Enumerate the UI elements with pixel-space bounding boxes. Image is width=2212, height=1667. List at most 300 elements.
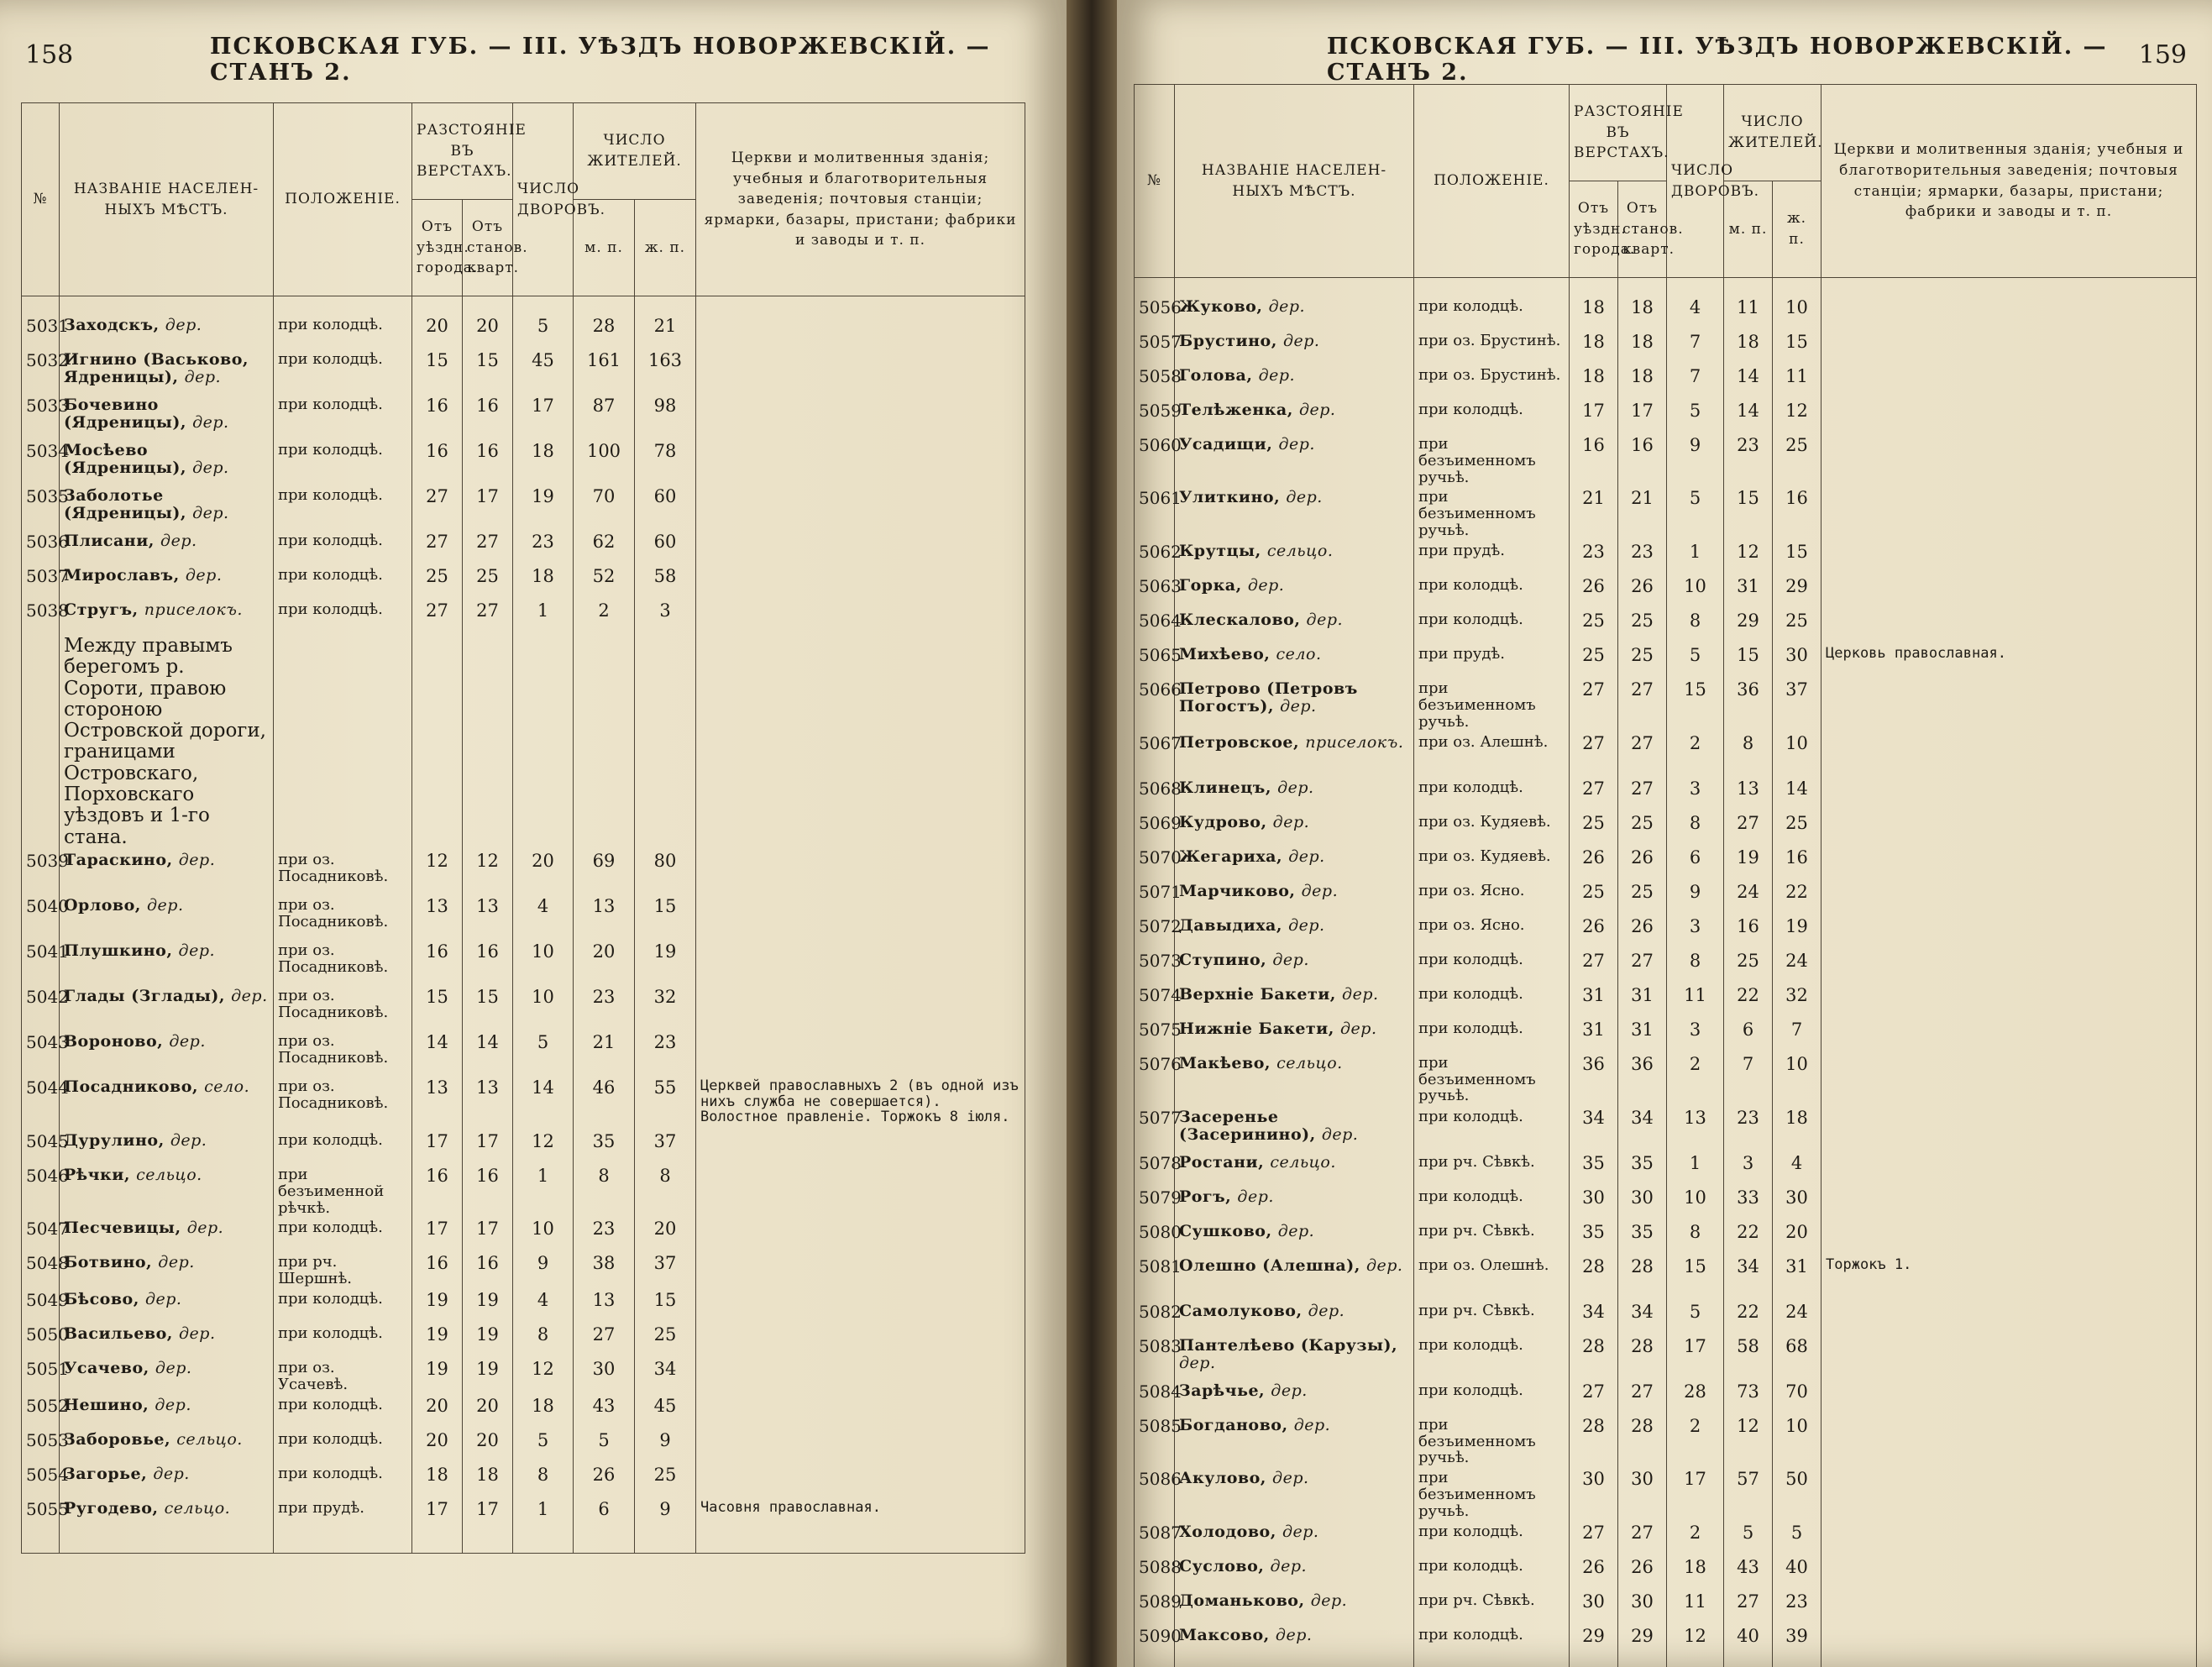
settlement-kind: дер.: [144, 1289, 182, 1308]
table-row: [1135, 1221, 2197, 1255]
page-number: 159: [2138, 40, 2187, 70]
table-row: [1135, 950, 2197, 984]
yards-count: 2: [1667, 1522, 1724, 1556]
position: при безъименной рѣчкѣ.: [274, 1165, 412, 1218]
male-count: 23: [574, 1218, 635, 1252]
settlement-name-text: Посадниково,: [64, 1077, 205, 1096]
distance-from-camp: 27: [1618, 1381, 1667, 1415]
female-count: 15: [1773, 331, 1821, 365]
yards-count: 19: [513, 485, 574, 531]
distance-from-town: 15: [412, 986, 463, 1031]
distance-from-camp: 30: [1618, 1468, 1667, 1522]
male-count: 14: [1724, 365, 1773, 400]
male-count: 12: [1724, 541, 1773, 575]
position: при колодцѣ.: [274, 600, 412, 634]
settlement-kind: дер.: [1293, 1415, 1331, 1434]
settlement-kind: сельцо.: [1266, 542, 1334, 561]
running-head: ПСКОВСКАЯ ГУБ. — III. УѢЗДЪ НОВОРЖЕВСКІЙ. — СТАНЪ 2.: [210, 34, 991, 86]
female-count: 45: [635, 1395, 696, 1429]
settlement-name: [1175, 1152, 1414, 1187]
row-number: 5051: [22, 1358, 60, 1395]
col-header-notes: Церкви и молитвенныя зданія; учебныя и благотворительныя заведенія; почтовыя станціи; ярмарки, базары, пристани; фабрики и заводы и т. п.: [696, 103, 1025, 296]
settlement-name: [60, 1289, 274, 1324]
row-number: 5085: [1135, 1415, 1175, 1468]
male-count: 2: [574, 600, 635, 634]
distance-from-camp: 27: [463, 600, 513, 634]
female-count: 23: [635, 1031, 696, 1077]
distance-from-camp: 26: [1618, 575, 1667, 610]
settlement-kind: дер.: [231, 986, 268, 1005]
settlement-name-text: Песчевицы,: [64, 1219, 187, 1238]
distance-from-town: 30: [1570, 1468, 1618, 1522]
notes: [696, 1289, 1025, 1324]
male-count: 6: [1724, 1019, 1773, 1053]
male-count: 52: [574, 565, 635, 600]
yards-count: 11: [1667, 984, 1724, 1019]
settlement-name: [1175, 812, 1414, 847]
female-count: 25: [635, 1464, 696, 1498]
distance-from-camp: 27: [1618, 679, 1667, 731]
table-row: [1135, 1019, 2197, 1053]
settlement-kind: сельцо.: [1276, 1053, 1343, 1072]
settlement-kind: дер.: [1277, 778, 1314, 797]
position: при колодцѣ.: [274, 440, 412, 485]
table-row: [22, 941, 1025, 986]
notes: [1821, 732, 2197, 778]
position: при оз. Олешнѣ.: [1414, 1255, 1570, 1301]
col-header-female: ж. п.: [1773, 181, 1821, 278]
yards-count: 17: [513, 395, 574, 440]
table-body: [22, 296, 1025, 635]
settlement-name: [1175, 434, 1414, 487]
notes: [1821, 950, 2197, 984]
distance-from-town: 21: [1570, 487, 1618, 541]
yards-count: 10: [1667, 1187, 1724, 1221]
male-count: 36: [1724, 679, 1773, 731]
position: при оз. Посадниковѣ.: [274, 1031, 412, 1077]
row-number: 5039: [22, 850, 60, 895]
distance-from-town: 12: [412, 850, 463, 895]
notes: [696, 850, 1025, 895]
settlement-name-text: Стругъ,: [64, 600, 144, 619]
female-count: 10: [1773, 1415, 1821, 1468]
settlement-kind: дер.: [1237, 1187, 1274, 1206]
row-number: 5036: [22, 531, 60, 565]
female-count: 3: [635, 600, 696, 634]
male-count: 27: [1724, 1591, 1773, 1625]
position: при колодцѣ.: [274, 1395, 412, 1429]
notes: [696, 895, 1025, 941]
distance-from-camp: 25: [463, 565, 513, 600]
female-count: 9: [635, 1498, 696, 1533]
settlement-name-text: Доманьково,: [1179, 1591, 1311, 1611]
table-row: [22, 565, 1025, 600]
male-count: 22: [1724, 1221, 1773, 1255]
position: при безъименномъ ручьѣ.: [1414, 1053, 1570, 1107]
table-body: [1135, 278, 2197, 1660]
female-count: 5: [1773, 1522, 1821, 1556]
settlement-name: [60, 565, 274, 600]
position: при колодцѣ.: [1414, 1522, 1570, 1556]
table-body: [22, 850, 1025, 1533]
row-number: 5060: [1135, 434, 1175, 487]
table-row: [1135, 812, 2197, 847]
distance-from-camp: 20: [463, 315, 513, 349]
notes: [1821, 1468, 2197, 1522]
female-count: 15: [1773, 541, 1821, 575]
female-count: 68: [1773, 1335, 1821, 1381]
settlement-name: [1175, 778, 1414, 812]
row-number: 5059: [1135, 400, 1175, 434]
settlement-name: [60, 1358, 274, 1395]
yards-count: 17: [1667, 1335, 1724, 1381]
notes: [1821, 915, 2197, 950]
yards-count: 9: [513, 1252, 574, 1289]
table-row: [1135, 1255, 2197, 1301]
notes: [696, 565, 1025, 600]
distance-from-camp: 28: [1618, 1255, 1667, 1301]
settlement-kind: дер.: [158, 1253, 195, 1272]
female-count: 10: [1773, 296, 1821, 331]
distance-from-town: 28: [1570, 1415, 1618, 1468]
distance-from-town: 27: [1570, 732, 1618, 778]
col-header-distance: РАЗСТОЯНІЕ ВЪ ВЕРСТАХЪ.: [412, 103, 513, 200]
notes: [1821, 1415, 2197, 1468]
distance-from-camp: 13: [463, 1077, 513, 1130]
yards-count: 1: [1667, 1152, 1724, 1187]
settlement-name-text: Кудрово,: [1179, 812, 1273, 831]
distance-from-town: 18: [1570, 296, 1618, 331]
table-row: [22, 1031, 1025, 1077]
position: при колодцѣ.: [1414, 984, 1570, 1019]
female-count: 29: [1773, 575, 1821, 610]
col-header-from-town: Отъ уѣздн. города.: [1570, 181, 1618, 278]
settlement-name: [60, 941, 274, 986]
notes: [1821, 881, 2197, 915]
distance-from-camp: 17: [1618, 400, 1667, 434]
settlement-name: [1175, 881, 1414, 915]
yards-count: 17: [1667, 1468, 1724, 1522]
notes: [1821, 1152, 2197, 1187]
table-row: [22, 1289, 1025, 1324]
settlement-name: [1175, 1381, 1414, 1415]
distance-from-town: 36: [1570, 1053, 1618, 1107]
settlement-name: [1175, 984, 1414, 1019]
col-header-no: №: [1135, 85, 1175, 278]
distance-from-town: 34: [1570, 1107, 1618, 1152]
male-count: 38: [574, 1252, 635, 1289]
settlement-kind: дер.: [1272, 812, 1310, 831]
male-count: 27: [1724, 812, 1773, 847]
distance-from-camp: 16: [1618, 434, 1667, 487]
female-count: 30: [1773, 1187, 1821, 1221]
position: при рч. Шершнѣ.: [274, 1252, 412, 1289]
settlement-name-text: Бочевино (Ядреницы),: [64, 396, 193, 432]
notes: Церковь православная.: [1821, 644, 2197, 679]
distance-from-town: 27: [412, 600, 463, 634]
female-count: 15: [635, 1289, 696, 1324]
table-row: [1135, 847, 2197, 881]
yards-count: 3: [1667, 915, 1724, 950]
settlement-kind: дер.: [1301, 881, 1339, 900]
col-header-no: №: [22, 103, 60, 296]
yards-count: 5: [1667, 400, 1724, 434]
col-header-yards: ЧИСЛО ДВОРОВЪ.: [513, 103, 574, 296]
row-number: 5079: [1135, 1187, 1175, 1221]
male-count: 43: [1724, 1556, 1773, 1591]
distance-from-camp: 18: [1618, 296, 1667, 331]
distance-from-camp: 35: [1618, 1221, 1667, 1255]
position: при прудѣ.: [274, 1498, 412, 1533]
table-row: [1135, 575, 2197, 610]
distance-from-town: 27: [412, 485, 463, 531]
table-row: [1135, 1522, 2197, 1556]
position: при оз. Алешнѣ.: [1414, 732, 1570, 778]
distance-from-camp: 20: [463, 1429, 513, 1464]
settlement-kind: дер.: [185, 566, 223, 584]
position: при колодцѣ.: [274, 531, 412, 565]
yards-count: 5: [513, 1429, 574, 1464]
notes: [696, 440, 1025, 485]
distance-from-town: 15: [412, 349, 463, 395]
settlement-name: [60, 440, 274, 485]
book-gutter: [1067, 0, 1117, 1667]
settlement-kind: дер.: [1342, 984, 1379, 1004]
settlement-name-text: Засеренье (Засеринино),: [1179, 1107, 1322, 1144]
settlement-name: [1175, 1187, 1414, 1221]
settlement-name-text: Дурулино,: [64, 1130, 170, 1150]
settlement-name: [1175, 1625, 1414, 1659]
distance-from-camp: 35: [1618, 1152, 1667, 1187]
distance-from-town: 16: [412, 941, 463, 986]
yards-count: 1: [1667, 541, 1724, 575]
settlement-kind: дер.: [178, 850, 216, 869]
table-row: [1135, 1187, 2197, 1221]
position: при безъименномъ ручьѣ.: [1414, 1468, 1570, 1522]
notes: [696, 600, 1025, 634]
distance-from-town: 18: [1570, 331, 1618, 365]
distance-from-town: 16: [412, 395, 463, 440]
table-row: [1135, 1625, 2197, 1659]
distance-from-camp: 27: [1618, 732, 1667, 778]
settlement-kind: дер.: [1271, 1381, 1308, 1400]
distance-from-town: 28: [1570, 1255, 1618, 1301]
notes: [1821, 575, 2197, 610]
settlement-kind: дер.: [192, 503, 229, 522]
settlement-name: [1175, 1221, 1414, 1255]
settlement-kind: дер.: [186, 1219, 224, 1238]
settlement-kind: дер.: [155, 1358, 192, 1377]
settlement-name-text: Зарѣчье,: [1179, 1381, 1271, 1400]
position: при колодцѣ.: [274, 1218, 412, 1252]
left-page: [0, 0, 1067, 1667]
male-count: 5: [574, 1429, 635, 1464]
settlement-name-text: Олешно (Алешна),: [1179, 1255, 1366, 1275]
settlement-kind: дер.: [1306, 611, 1344, 630]
female-count: 37: [635, 1252, 696, 1289]
notes: [696, 1358, 1025, 1395]
notes: [1821, 812, 2197, 847]
settlement-name: [1175, 1053, 1414, 1107]
notes: Торжокъ 1.: [1821, 1255, 2197, 1301]
row-number: 5044: [22, 1077, 60, 1130]
settlement-kind: дер.: [165, 316, 202, 334]
col-header-position: ПОЛОЖЕНІЕ.: [274, 103, 412, 296]
distance-from-camp: 23: [1618, 541, 1667, 575]
distance-from-town: 17: [412, 1498, 463, 1533]
position: при колодцѣ.: [1414, 1107, 1570, 1152]
notes: [1821, 541, 2197, 575]
position: при безъименномъ ручьѣ.: [1414, 679, 1570, 731]
distance-from-town: 16: [412, 1252, 463, 1289]
table-row: [1135, 732, 2197, 778]
table-row: [1135, 1468, 2197, 1522]
settlement-name: [60, 395, 274, 440]
table-row: [1135, 365, 2197, 400]
distance-from-camp: 19: [463, 1289, 513, 1324]
notes: [696, 986, 1025, 1031]
notes: [696, 349, 1025, 395]
distance-from-camp: 34: [1618, 1107, 1667, 1152]
settlement-name-text: Максово,: [1179, 1626, 1276, 1645]
settlement-kind: дер.: [170, 1130, 207, 1150]
settlement-name-text: Плушкино,: [64, 941, 179, 960]
row-number: 5071: [1135, 881, 1175, 915]
settlement-kind: дер.: [178, 941, 216, 960]
male-count: 29: [1724, 610, 1773, 644]
distance-from-town: 18: [1570, 365, 1618, 400]
table-row: [22, 1077, 1025, 1130]
settlement-name-text: Плисани,: [64, 532, 161, 550]
col-header-position: ПОЛОЖЕНІЕ.: [1414, 85, 1570, 278]
distance-from-town: 27: [412, 531, 463, 565]
yards-count: 10: [1667, 575, 1724, 610]
distance-from-camp: 12: [463, 850, 513, 895]
row-number: 5061: [1135, 487, 1175, 541]
settlement-kind: село.: [204, 1077, 250, 1096]
female-count: 30: [1773, 644, 1821, 679]
female-count: 78: [635, 440, 696, 485]
settlement-name-text: Макѣево,: [1179, 1053, 1277, 1072]
row-number: 5062: [1135, 541, 1175, 575]
distance-from-camp: 28: [1618, 1415, 1667, 1468]
settlement-name-text: Сушково,: [1179, 1221, 1278, 1240]
male-count: 6: [574, 1498, 635, 1533]
distance-from-camp: 16: [463, 1252, 513, 1289]
table-row: [22, 1252, 1025, 1289]
settlement-kind: дер.: [1275, 1626, 1313, 1645]
table-row: [22, 1498, 1025, 1533]
row-number: 5078: [1135, 1152, 1175, 1187]
position: при рч. Сѣвкѣ.: [1414, 1301, 1570, 1335]
settlement-name: [1175, 1556, 1414, 1591]
position: при оз. Кудяевѣ.: [1414, 812, 1570, 847]
position: при колодцѣ.: [1414, 575, 1570, 610]
male-count: 161: [574, 349, 635, 395]
settlement-name-text: Михѣево,: [1179, 645, 1276, 664]
settlement-kind: дер.: [192, 458, 229, 477]
male-count: 7: [1724, 1053, 1773, 1107]
row-number: 5083: [1135, 1335, 1175, 1381]
settlement-kind: дер.: [155, 1395, 191, 1414]
settlement-kind: дер.: [1288, 847, 1325, 866]
row-number: 5042: [22, 986, 60, 1031]
distance-from-town: 35: [1570, 1221, 1618, 1255]
settlement-kind: дер.: [147, 895, 184, 915]
distance-from-town: 20: [412, 1395, 463, 1429]
notes: [1821, 434, 2197, 487]
female-count: 20: [635, 1218, 696, 1252]
position: при прудѣ.: [1414, 541, 1570, 575]
distance-from-camp: 25: [1618, 881, 1667, 915]
female-count: 70: [1773, 1381, 1821, 1415]
settlement-kind: село.: [1276, 645, 1322, 664]
notes: [696, 941, 1025, 986]
settlement-name-text: Петровское,: [1179, 732, 1306, 752]
yards-count: 23: [513, 531, 574, 565]
male-count: 87: [574, 395, 635, 440]
table-row: [1135, 915, 2197, 950]
position: при рч. Сѣвкѣ.: [1414, 1221, 1570, 1255]
table-row: [22, 986, 1025, 1031]
position: при оз. Ясно.: [1414, 881, 1570, 915]
row-number: 5031: [22, 315, 60, 349]
settlement-name-text: Жуково,: [1179, 297, 1269, 316]
settlement-name: [60, 1429, 274, 1464]
position: при колодцѣ.: [1414, 1381, 1570, 1415]
row-number: 5056: [1135, 296, 1175, 331]
table-row: [1135, 1152, 2197, 1187]
female-count: 60: [635, 531, 696, 565]
table-row: [1135, 1591, 2197, 1625]
row-number: 5076: [1135, 1053, 1175, 1107]
settlement-name-text: Ступино,: [1179, 950, 1273, 969]
notes: [696, 395, 1025, 440]
female-count: 7: [1773, 1019, 1821, 1053]
row-number: 5065: [1135, 644, 1175, 679]
settlement-name-text: Мирославъ,: [64, 566, 186, 584]
settlement-name: [60, 1165, 274, 1218]
settlement-name: [60, 1031, 274, 1077]
female-count: 18: [1773, 1107, 1821, 1152]
table-row: [22, 600, 1025, 634]
right-page: [1117, 0, 2212, 1667]
row-number: 5089: [1135, 1591, 1175, 1625]
male-count: 70: [574, 485, 635, 531]
yards-count: 2: [1667, 732, 1724, 778]
row-number: 5082: [1135, 1301, 1175, 1335]
settlement-name-text: Рѣчки,: [64, 1165, 137, 1184]
settlement-name: [1175, 487, 1414, 541]
row-number: 5047: [22, 1218, 60, 1252]
distance-from-town: 28: [1570, 1335, 1618, 1381]
notes: [1821, 1591, 2197, 1625]
row-number: 5043: [22, 1031, 60, 1077]
row-number: 5088: [1135, 1556, 1175, 1591]
position: при колодцѣ.: [274, 1429, 412, 1464]
settlement-name-text: Рогъ,: [1179, 1187, 1238, 1206]
settlement-name: [60, 315, 274, 349]
settlement-name: [60, 850, 274, 895]
settlement-name: [1175, 1019, 1414, 1053]
female-count: 39: [1773, 1625, 1821, 1659]
male-count: 28: [574, 315, 635, 349]
table-row: [1135, 1301, 2197, 1335]
position: при колодцѣ.: [1414, 296, 1570, 331]
settlement-name-text: Улиткино,: [1179, 488, 1287, 507]
position: при колодцѣ.: [1414, 1187, 1570, 1221]
notes: [1821, 610, 2197, 644]
